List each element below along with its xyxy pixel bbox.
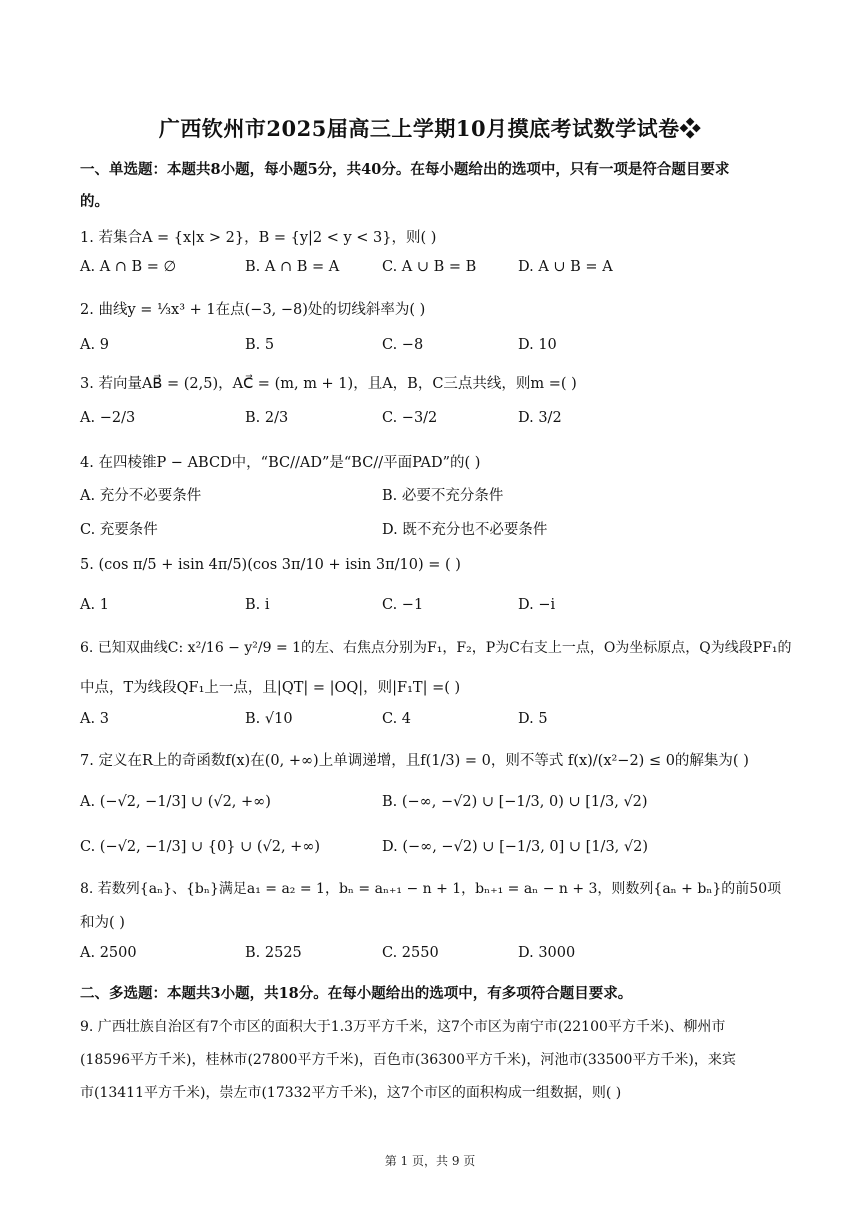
option-a: A. −2/3 [80,410,136,426]
option-a: A. 9 [80,337,109,353]
option-b: B. 必要不充分条件 [382,488,504,504]
question-7-options-row2 [80,839,800,861]
option-b: B. i [245,597,270,613]
option-d: D. 3000 [518,945,576,961]
question-7-stem: 7. 定义在R上的奇函数f(x)在(0, +∞)上单调递增，且f(1/3) = 0，则不等式 f(x)/(x²−2) ≤ 0的解集为( ) [80,753,749,769]
question-9-stem-line2: (18596平方千米)，桂林市(27800平方千米)，百色市(36300平方千米)，河池市(33500平方千米)，来宾 [80,1052,736,1068]
question-8-stem-line2: 和为( ) [80,915,125,931]
option-d: D. 既不充分也不必要条件 [382,522,548,538]
option-a: A. A ∩ B = ∅ [80,259,177,275]
option-c: C. (−√2, −1/3] ∪ {0} ∪ (√2, +∞) [80,839,321,855]
question-8-options [80,945,800,967]
question-1-options [80,259,800,281]
question-4-options-row1 [80,484,800,506]
option-d: D. −i [518,597,556,613]
option-d: D. (−∞, −√2) ∪ [−1/3, 0] ∪ [1/3, √2) [382,839,649,855]
question-9-stem-line3: 市(13411平方千米)，崇左市(17332平方千米)，这7个市区的面积构成一组数据，则( ) [80,1085,622,1101]
option-a: A. 3 [80,711,109,727]
question-6-stem-line2: 中点，T为线段QF₁上一点，且|QT| = |OQ|，则|F₁T| =( ) [80,680,461,696]
option-b: B. (−∞, −√2) ∪ [−1/3, 0) ∪ [1/3, √2) [382,794,648,810]
option-b: B. 5 [245,337,275,353]
page-footer: 第 1 页，共 9 页 [384,1154,476,1168]
question-9-stem-line1: 9. 广西壮族自治区有7个市区的面积大于1.3万平方千米，这7个市区为南宁市(22100平方千米)、柳州市 [80,1019,726,1035]
question-5-stem: 5. (cos π/5 + isin 4π/5)(cos 3π/10 + isin 3π/10) = ( ) [80,557,461,573]
option-b: B. √10 [245,711,293,727]
section1-heading-line1: 一、单选题：本题共8小题，每小题5分，共40分。在每小题给出的选项中，只有一项是符合题目要求 [80,161,730,178]
option-d: D. 10 [518,337,557,353]
option-a: A. 2500 [80,945,137,961]
question-6-stem-line1: 6. 已知双曲线C: x²/16 − y²/9 = 1的左、右焦点分别为F₁，F₂，P为C右支上一点，O为坐标原点，Q为线段PF₁的 [80,640,792,656]
question-7-options-row1 [80,794,800,816]
option-c: C. −3/2 [382,410,438,426]
option-d: D. 5 [518,711,548,727]
option-c: C. 2550 [382,945,439,961]
option-a: A. (−√2, −1/3] ∪ (√2, +∞) [80,794,271,810]
option-b: B. 2525 [245,945,302,961]
question-1-stem: 1. 若集合A = {x|x > 2}，B = {y|2 < y < 3}，则( ) [80,230,437,246]
question-3-stem: 3. 若向量AB⃗ = (2,5)，AC⃗ = (m, m + 1)，且A，B，C三点共线，则m =( ) [80,376,577,392]
option-d: D. 3/2 [518,410,562,426]
question-4-stem: 4. 在四棱锥P − ABCD中，“BC//AD”是“BC//平面PAD”的( ) [80,455,481,471]
option-c: C. A ∪ B = B [382,259,477,275]
question-3-options [80,410,800,432]
option-d: D. A ∪ B = A [518,259,613,275]
question-2-stem: 2. 曲线y = ⅓x³ + 1在点(−3, −8)处的切线斜率为( ) [80,302,426,318]
question-8-stem-line1: 8. 若数列{aₙ}、{bₙ}满足a₁ = a₂ = 1，bₙ = aₙ₊₁ − n + 1，bₙ₊₁ = aₙ − n + 3，则数列{aₙ + bₙ}的前50项 [80,881,782,897]
section1-heading-line2: 的。 [80,193,109,210]
question-2-options [80,337,800,359]
option-c: C. 4 [382,711,412,727]
page-title: 广西钦州市2025届高三上学期10月摸底考试数学试卷❖ [158,116,702,141]
option-c: C. −1 [382,597,424,613]
question-6-options [80,711,800,733]
option-a: A. 充分不必要条件 [80,488,202,504]
question-5-options [80,597,800,619]
section2-heading: 二、多选题：本题共3小题，共18分。在每小题给出的选项中，有多项符合题目要求。 [80,985,633,1002]
option-a: A. 1 [80,597,109,613]
option-b: B. 2/3 [245,410,289,426]
option-c: C. 充要条件 [80,522,158,538]
question-4-options-row2 [80,518,800,540]
option-b: B. A ∩ B = A [245,259,340,275]
option-c: C. −8 [382,337,424,353]
